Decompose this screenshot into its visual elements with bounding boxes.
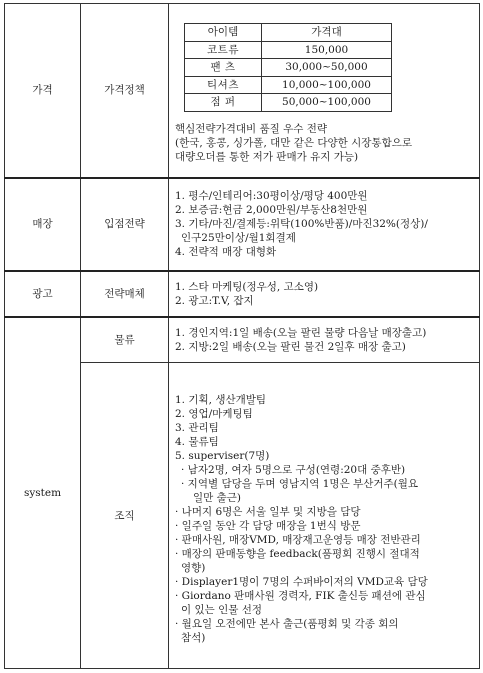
item-name: 팬 츠 <box>185 59 262 77</box>
item-name: 점 퍼 <box>185 94 262 112</box>
text-line: 2. 영업/마케팅팀 <box>175 408 253 420</box>
strategy-table <box>4 3 480 669</box>
text-line: · 판매사원, 매장VMD, 매장재고운영등 매장 전반관리 <box>175 534 421 546</box>
text-line: 1. 경인지역:1일 배송(오늘 팔린 물량 다음날 매장출고) <box>175 326 427 339</box>
content-cell <box>169 178 480 271</box>
item-price: 50,000~100,000 <box>262 94 392 112</box>
item-name: 코트류 <box>185 41 262 59</box>
text-line: 참석) <box>181 632 206 644</box>
content-cell <box>169 271 480 317</box>
text-line: · 매장의 판매동향을 feedback(품평회 진행시 절대적 <box>175 548 420 560</box>
item-price: 150,000 <box>262 41 392 59</box>
content-cell <box>169 317 480 363</box>
category-cell: system <box>5 317 81 669</box>
text-line: 3. 관리팀 <box>175 422 219 434</box>
table-row <box>185 41 392 59</box>
category-cell: 광고 <box>5 271 81 317</box>
table-row <box>185 59 392 77</box>
item-price: 30,000~50,000 <box>262 59 392 77</box>
subcategory-cell: 입점전략 <box>81 178 169 271</box>
category-cell: 가격 <box>5 4 81 178</box>
text-line: · 일주일 동안 각 담당 매장을 1번식 방문 <box>175 520 361 532</box>
content-cell <box>169 363 480 669</box>
text-line: (한국, 홍콩, 싱가폴, 대만 같은 다양한 시장통합으로 <box>175 136 412 149</box>
content-cell <box>169 4 480 178</box>
table-row <box>185 94 392 112</box>
text-line: 2. 보증금:현금 2,000만원/부동산8천만원 <box>175 204 368 216</box>
text-line: 1. 스타 마케팅(정우성, 고소영) <box>175 280 319 293</box>
subcategory-cell: 조직 <box>81 363 169 669</box>
item-price: 10,000~100,000 <box>262 76 392 94</box>
text-line: 1. 기획, 생산개발팀 <box>175 394 267 406</box>
item-name: 티셔츠 <box>185 76 262 94</box>
table-row <box>185 76 392 94</box>
text-line: · 남자2명, 여자 5명으로 구성(연령:20대 중후반) <box>181 464 406 476</box>
subcategory-cell: 전략매체 <box>81 271 169 317</box>
text-line: 인구25만이상/월1회결제 <box>181 232 296 244</box>
header-item: 아이템 <box>185 24 262 42</box>
pricing-strategy <box>175 122 475 164</box>
text-line: 일만 출근) <box>193 492 242 504</box>
text-line: 이 있는 인물 선정 <box>181 604 263 616</box>
price-row <box>5 4 480 178</box>
subcategory-cell: 물류 <box>81 317 169 363</box>
store-row <box>5 178 480 271</box>
subcategory-cell: 가격정책 <box>81 4 169 178</box>
text-line: 2. 지방:2일 배송(오늘 팔린 물건 2일후 매장 출고) <box>175 340 406 353</box>
price-table-header <box>185 24 392 42</box>
text-line: 영향) <box>181 562 206 574</box>
price-range-table <box>184 23 392 112</box>
text-line: 5. superviser(7명) <box>175 450 270 462</box>
text-line: · Giordano 판매사원 경력자, FIK 출신등 패션에 관심 <box>175 590 426 602</box>
header-range: 가격대 <box>262 24 392 42</box>
text-line: 3. 기타/마진/결제등:위탁(100%반품)/마진32%(정상)/ <box>175 218 428 230</box>
logistics-row <box>5 317 480 363</box>
text-line: 핵심전략가격대비 품질 우수 전략 <box>175 122 328 135</box>
text-line: 2. 광고:T.V, 잡지 <box>175 294 254 307</box>
text-line: · Displayer1명이 7명의 수퍼바이저의 VMD교육 담당 <box>175 576 428 588</box>
text-line: 4. 물류팀 <box>175 436 219 448</box>
text-line: · 나머지 6명은 서울 일부 및 지방을 담당 <box>175 506 361 518</box>
text-line: 1. 평수/인테리어:30평이상/평당 400만원 <box>175 190 368 202</box>
ads-row <box>5 271 480 317</box>
text-line: · 월요일 오전에만 본사 출근(품평회 및 각종 회의 <box>175 618 399 630</box>
category-cell: 매장 <box>5 178 81 271</box>
text-line: 대량오더를 통한 저가 판매가 유지 가능) <box>175 150 359 163</box>
text-line: 4. 전략적 매장 대형화 <box>175 246 277 258</box>
text-line: · 지역별 담당을 두며 영남지역 1명은 부산거주(월요 <box>181 478 418 490</box>
